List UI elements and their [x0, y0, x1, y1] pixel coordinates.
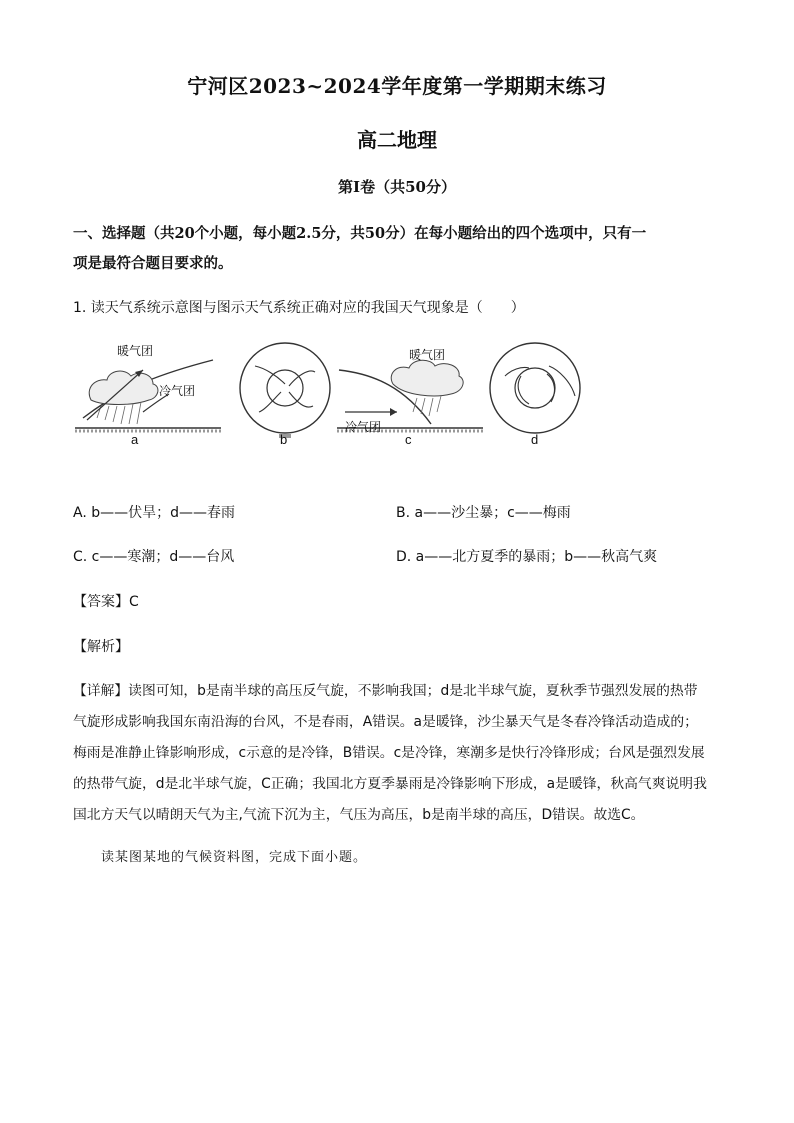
analysis-detail [73, 676, 723, 831]
figure-label-d: d [531, 432, 539, 447]
next-question-instruction: 读某图某地的气候资料图，完成下面小题。 [101, 850, 368, 865]
figure-label-c: c [405, 432, 412, 447]
option-b: B. a——沙尘暴；c——梅雨 [396, 505, 571, 521]
cold-air-label-a: 冷气团 [159, 384, 196, 398]
answer-tag: 【答案】C [73, 594, 139, 610]
figure-b-anticyclone [235, 340, 335, 440]
figure-d-cyclone [485, 340, 585, 440]
analysis-tag: 【解析】 [73, 639, 129, 655]
question-stem: 1. 读天气系统示意图与图示天气系统正确对应的我国天气现象是（ ） [73, 300, 525, 316]
instruction-line-1: 一、选择题（共20个小题，每小题2.5分，共50分）在每小题给出的四个选项中，只有一 [73, 225, 647, 242]
exam-title: 宁河区2023~2024学年度第一学期期末练习 [187, 74, 607, 98]
warm-air-label-c: 暖气团 [409, 348, 446, 362]
detail-line-5: 国北方天气以晴朗天气为主,气流下沉为主，气压为高压，b是南半球的高压，D错误。故选C。 [73, 807, 645, 823]
instruction-line-2: 项是最符合题目要求的。 [73, 255, 233, 272]
section-instruction [73, 219, 723, 279]
detail-line-2: 气旋形成影响我国东南沿海的台风，不是春雨，A错误。a是暖锋，沙尘暴天气是冬春冷锋活动造成的； [73, 714, 698, 730]
detail-line-3: 梅雨是准静止锋影响形成，c示意的是冷锋，B错误。c是冷锋，寒潮多是快行冷锋形成；台风是强烈发展 [73, 745, 705, 761]
subject-title: 高二地理 [357, 128, 437, 152]
detail-line-1: 【详解】读图可知，b是南半球的高压反气旋，不影响我国；d是北半球气旋，夏秋季节强烈发展的热带 [73, 683, 698, 699]
figure-label-b: b [280, 432, 288, 447]
figure-label-a: a [131, 432, 139, 447]
cold-air-label-c: 冷气团 [345, 420, 382, 434]
option-d: D. a——北方夏季的暴雨；b——秋高气爽 [396, 549, 658, 565]
weather-system-figures [73, 340, 723, 470]
warm-air-label-a: 暖气团 [117, 344, 154, 358]
option-a: A. b——伏旱；d——春雨 [73, 505, 236, 521]
detail-line-4: 的热带气旋，d是北半球气旋，C正确；我国北方夏季暴雨是冷锋影响下形成，a是暖锋，秋高气爽说明我 [73, 776, 707, 792]
option-c: C. c——寒潮；d——台风 [73, 549, 235, 565]
volume-title: 第Ⅰ卷（共50分） [338, 178, 456, 196]
